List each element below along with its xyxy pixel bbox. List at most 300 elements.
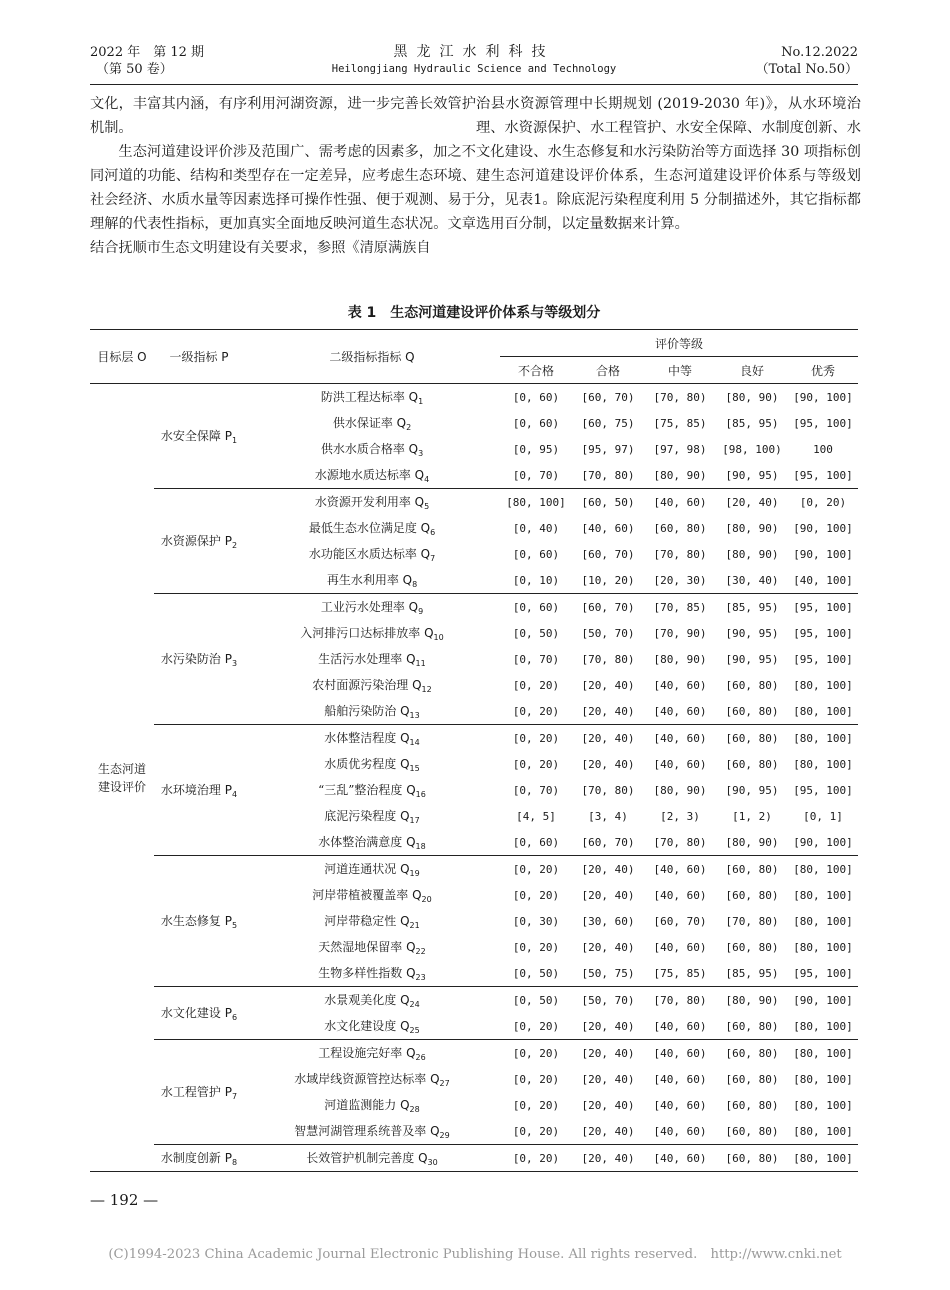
grade-value-cell: 100: [813, 442, 833, 456]
level2-indicator-cell: [244, 725, 500, 752]
grade-value-cell: [60, 80): [725, 940, 779, 954]
level2-indicator-cell: [244, 672, 500, 698]
level2-indicator-cell: [244, 489, 500, 516]
level2-subscript: 29: [439, 1131, 450, 1140]
grade-value-cell: [80, 90): [725, 390, 779, 404]
grade-value-cell: [80, 100]: [788, 856, 858, 883]
level2-indicator-name: 长效管护机制完善度: [306, 1151, 415, 1165]
grade-value-cell: [40, 60): [653, 940, 707, 954]
level1-indicator-name: 水环境治理: [160, 783, 221, 797]
grade-value-cell: [95, 100]: [793, 626, 853, 640]
level2-symbol: Q: [416, 547, 431, 561]
level1-subscript: 2: [231, 541, 238, 550]
grade-value-cell: [70, 80): [653, 390, 707, 404]
grade-value-cell: [95, 100]: [788, 594, 858, 621]
grade-value-cell: [95, 100]: [793, 416, 853, 430]
level2-subscript: 3: [418, 449, 424, 458]
page-header: [90, 44, 858, 84]
grade-value-cell: [40, 60): [653, 704, 707, 718]
level2-indicator-cell: [244, 987, 500, 1014]
grade-value-cell: [0, 20): [512, 1124, 560, 1138]
grade-header: 良好: [716, 357, 788, 384]
level2-indicator-cell: [244, 515, 500, 541]
grade-value-cell: [75, 85): [653, 966, 707, 980]
grade-value-cell: [0, 60): [512, 416, 560, 430]
grade-value-cell: [0, 20): [512, 704, 560, 718]
level2-indicator-name: 河道监测能力: [324, 1098, 397, 1112]
grade-value-cell: [0, 50): [512, 966, 560, 980]
grade-value-cell: [30, 40): [725, 573, 779, 587]
table-body: [90, 384, 858, 1172]
level2-indicator-name: 水域岸线资源管控达标率: [294, 1072, 427, 1086]
header-right: [756, 44, 858, 78]
grade-value-cell: [95, 100]: [793, 468, 853, 482]
grade-value-cell: [0, 60): [512, 547, 560, 561]
target-layer-line: 生态河道: [97, 761, 146, 776]
level2-indicator-name: 防洪工程达标率: [320, 390, 405, 404]
grade-value-cell: [40, 60): [644, 1040, 716, 1067]
grade-header: 中等: [644, 357, 716, 384]
grade-value-cell: [70, 80): [653, 835, 707, 849]
level1-indicator-cell: [154, 1145, 244, 1172]
level2-symbol: Q: [426, 1072, 440, 1086]
level1-indicator-name: 水文化建设: [160, 1006, 221, 1020]
level2-symbol: Q: [402, 966, 416, 980]
grade-value-cell: [20, 40): [572, 1040, 644, 1067]
level1-subscript: 3: [231, 659, 238, 668]
grade-value-cell: [0, 20): [512, 888, 560, 902]
level2-indicator-cell: [244, 646, 500, 672]
grade-value-cell: [0, 20): [512, 757, 560, 771]
level1-indicator-cell: [154, 987, 244, 1040]
grade-value-cell: [60, 70): [581, 835, 635, 849]
grade-value-cell: [80, 90): [716, 987, 788, 1014]
level2-symbol: Q: [396, 757, 410, 771]
grade-value-cell: [80, 100]: [788, 1145, 858, 1172]
header-total-no: （Total No.50）: [755, 62, 858, 77]
level2-indicator-name: “三乱”整治程度: [318, 783, 403, 797]
level2-indicator-cell: [244, 462, 500, 489]
level2-symbol: Q: [410, 495, 425, 509]
grade-value-cell: [60, 80): [716, 1040, 788, 1067]
level2-indicator-name: 水景观美化度: [324, 993, 397, 1007]
level2-indicator-cell: [244, 1092, 500, 1118]
level2-indicator-cell: [244, 829, 500, 856]
grade-value-cell: [60, 80): [716, 856, 788, 883]
level2-subscript: 15: [409, 764, 420, 773]
level1-symbol: P: [220, 1151, 232, 1165]
table-row: [90, 594, 858, 621]
level1-subscript: 5: [231, 921, 238, 930]
level2-indicator-cell: [244, 882, 500, 908]
page-number: — 192 —: [90, 1191, 159, 1209]
level2-symbol: Q: [396, 1098, 410, 1112]
grade-value-cell: [0, 70): [512, 652, 560, 666]
level2-symbol: Q: [402, 652, 416, 666]
evaluation-table: [90, 329, 858, 1172]
grade-value-cell: [0, 40): [512, 521, 560, 535]
grade-value-cell: [70, 80): [581, 652, 635, 666]
grade-value-cell: [20, 30): [653, 573, 707, 587]
grade-value-cell: [80, 100]: [793, 888, 853, 902]
level2-indicator-name: 再生水利用率: [326, 573, 399, 587]
header-volume: （第 50 卷）: [96, 62, 173, 77]
grade-value-cell: [0, 50): [512, 626, 560, 640]
col-grade-header: 评价等级: [500, 330, 858, 357]
grade-value-cell: [70, 80): [653, 547, 707, 561]
grade-value-cell: [0, 50): [500, 987, 572, 1014]
level1-subscript: 4: [231, 790, 238, 799]
grade-value-cell: [60, 70): [581, 547, 635, 561]
level2-indicator-name: 水源地水质达标率: [314, 468, 411, 482]
grade-value-cell: [95, 100]: [793, 783, 853, 797]
level2-indicator-cell: [244, 908, 500, 934]
grade-value-cell: [90, 100]: [793, 390, 853, 404]
grade-value-cell: [0, 20): [512, 1019, 560, 1033]
level2-indicator-name: 供水水质合格率: [320, 442, 405, 456]
level2-symbol: Q: [402, 835, 416, 849]
grade-value-cell: [70, 80): [725, 914, 779, 928]
grade-value-cell: [80, 90): [653, 468, 707, 482]
grade-value-cell: [60, 80): [725, 704, 779, 718]
level2-indicator-name: 底泥污染程度: [324, 809, 397, 823]
level2-indicator-cell: [244, 960, 500, 987]
grade-value-cell: [70, 80): [581, 468, 635, 482]
grade-value-cell: [40, 60): [581, 521, 635, 535]
grade-header: 优秀: [788, 357, 858, 384]
grade-value-cell: [80, 100]: [793, 940, 853, 954]
header-rule: [90, 84, 858, 85]
grade-value-cell: [0, 30): [512, 914, 560, 928]
grade-value-cell: [0, 20): [500, 1040, 572, 1067]
level2-subscript: 19: [409, 869, 420, 878]
level2-subscript: 8: [412, 580, 418, 589]
level2-symbol: Q: [408, 678, 422, 692]
level2-indicator-name: 农村面源污染治理: [312, 678, 409, 692]
grade-value-cell: [50, 75): [581, 966, 635, 980]
level2-subscript: 16: [415, 790, 426, 799]
table-row: [90, 987, 858, 1014]
level1-indicator-name: 水污染防治: [160, 652, 221, 666]
level2-symbol: Q: [416, 521, 431, 535]
grade-value-cell: [40, 60): [653, 678, 707, 692]
grade-value-cell: [70, 85): [644, 594, 716, 621]
grade-value-cell: [4, 5]: [516, 809, 556, 823]
level2-indicator-cell: [244, 856, 500, 883]
grade-value-cell: [60, 80): [653, 521, 707, 535]
grade-value-cell: [20, 40): [581, 1019, 635, 1033]
grade-value-cell: [50, 70): [581, 626, 635, 640]
grade-value-cell: [60, 80): [716, 725, 788, 752]
grade-value-cell: [60, 70): [581, 390, 635, 404]
grade-value-cell: [1, 2): [732, 809, 772, 823]
grade-value-cell: [80, 100]: [793, 757, 853, 771]
grade-value-cell: [80, 90): [725, 547, 779, 561]
grade-value-cell: [80, 100]: [788, 725, 858, 752]
level2-indicator-cell: [244, 620, 500, 646]
header-year-issue: 2022 年 第 12 期: [90, 45, 205, 60]
journal-title-cn: 黑龙江水利科技: [393, 44, 555, 60]
level2-symbol: Q: [404, 600, 419, 614]
level2-subscript: 7: [430, 554, 436, 563]
grade-value-cell: [20, 40): [581, 1098, 635, 1112]
level2-symbol: Q: [402, 1046, 416, 1060]
level2-indicator-name: 工程设施完好率: [318, 1046, 403, 1060]
level2-indicator-cell: [244, 698, 500, 725]
level2-symbol: Q: [420, 626, 434, 640]
level2-indicator-name: 河岸带植被覆盖率: [312, 888, 409, 902]
level2-indicator-cell: [244, 567, 500, 594]
col-target-header: 目标层 O: [90, 330, 154, 384]
grade-value-cell: [0, 20): [512, 1098, 560, 1112]
level2-subscript: 26: [415, 1053, 426, 1062]
grade-value-cell: [70, 80): [644, 987, 716, 1014]
grade-value-cell: [80, 100]: [793, 678, 853, 692]
level2-indicator-cell: [244, 410, 500, 436]
grade-value-cell: [80, 90): [725, 521, 779, 535]
level2-symbol: Q: [398, 573, 413, 587]
level2-indicator-name: 水资源开发利用率: [314, 495, 411, 509]
level2-indicator-name: 天然湿地保留率: [318, 940, 403, 954]
level2-subscript: 23: [415, 973, 426, 982]
level1-symbol: P: [220, 429, 232, 443]
level2-indicator-name: 河岸带稳定性: [324, 914, 397, 928]
level2-symbol: Q: [408, 888, 422, 902]
grade-value-cell: [0, 10): [512, 573, 560, 587]
body-column-left: [90, 92, 476, 260]
level1-indicator-name: 水制度创新: [160, 1151, 221, 1165]
grade-value-cell: [60, 80): [725, 757, 779, 771]
grade-value-cell: [60, 70): [653, 914, 707, 928]
level1-subscript: 6: [231, 1013, 238, 1022]
level2-symbol: Q: [396, 809, 410, 823]
grade-value-cell: [40, 60): [653, 1019, 707, 1033]
col-level1-header: 一级指标 P: [154, 330, 244, 384]
grade-value-cell: [80, 100]: [793, 1019, 853, 1033]
level2-indicator-name: 最低生态水位满足度: [308, 521, 417, 535]
grade-value-cell: [20, 40): [572, 856, 644, 883]
level1-indicator-cell: [154, 1040, 244, 1145]
grade-value-cell: [0, 60): [500, 594, 572, 621]
grade-value-cell: [80, 100]: [793, 1098, 853, 1112]
grade-value-cell: [80, 100]: [793, 704, 853, 718]
grade-value-cell: [60, 80): [725, 1019, 779, 1033]
table-row: [90, 1040, 858, 1067]
grade-value-cell: [40, 60): [653, 888, 707, 902]
grade-value-cell: [0, 20): [512, 940, 560, 954]
level2-subscript: 18: [415, 842, 426, 851]
grade-value-cell: [20, 40): [572, 725, 644, 752]
grade-value-cell: [90, 100]: [788, 987, 858, 1014]
level2-indicator-cell: [244, 1066, 500, 1092]
grade-value-cell: [20, 40): [716, 489, 788, 516]
grade-value-cell: [40, 60): [653, 1124, 707, 1138]
grade-value-cell: [60, 80): [716, 1145, 788, 1172]
grade-value-cell: [0, 20): [512, 1072, 560, 1086]
level2-subscript: 11: [415, 659, 426, 668]
table-row: [90, 725, 858, 752]
level2-subscript: 20: [421, 895, 432, 904]
level2-symbol: Q: [396, 914, 410, 928]
grade-value-cell: [0, 20): [500, 856, 572, 883]
grade-value-cell: [0, 60): [512, 390, 560, 404]
level2-indicator-name: 水文化建设度: [324, 1019, 397, 1033]
grade-value-cell: [20, 40): [572, 1145, 644, 1172]
grade-value-cell: [0, 20): [500, 725, 572, 752]
level2-indicator-cell: [244, 777, 500, 803]
level2-subscript: 6: [430, 528, 436, 537]
grade-value-cell: [0, 70): [512, 468, 560, 482]
level2-subscript: 14: [409, 738, 420, 747]
grade-value-cell: [60, 70): [572, 594, 644, 621]
level2-indicator-cell: [244, 803, 500, 829]
grade-value-cell: [20, 40): [581, 757, 635, 771]
level1-indicator-cell: [154, 856, 244, 987]
header-center: [90, 44, 858, 77]
grade-value-cell: [60, 80): [725, 1072, 779, 1086]
grade-value-cell: [95, 97): [581, 442, 635, 456]
level2-indicator-name: 船舶污染防治: [324, 704, 397, 718]
grade-value-cell: [60, 80): [725, 1098, 779, 1112]
target-layer-line: 建设评价: [97, 779, 146, 794]
header-issue-no: No.12.2022: [781, 45, 858, 60]
grade-value-cell: [40, 60): [653, 1072, 707, 1086]
table-row: [90, 489, 858, 516]
level2-subscript: 10: [433, 633, 444, 642]
grade-value-cell: [0, 20): [500, 1145, 572, 1172]
grade-value-cell: [80, 100]: [793, 1124, 853, 1138]
level1-indicator-cell: [154, 489, 244, 594]
level1-subscript: 8: [231, 1158, 238, 1167]
grade-value-cell: [40, 60): [644, 489, 716, 516]
level1-indicator-cell: [154, 725, 244, 856]
grade-header: 合格: [572, 357, 644, 384]
grade-value-cell: [40, 60): [644, 856, 716, 883]
level2-indicator-cell: [244, 436, 500, 462]
grade-value-cell: [20, 40): [581, 888, 635, 902]
level2-subscript: 13: [409, 711, 420, 720]
grade-value-cell: [20, 40): [581, 1072, 635, 1086]
table-row: [90, 384, 858, 411]
grade-value-cell: [97, 98): [653, 442, 707, 456]
grade-value-cell: [40, 60): [644, 725, 716, 752]
level1-indicator-name: 水资源保护: [160, 534, 221, 548]
level2-symbol: Q: [396, 731, 410, 745]
level2-symbol: Q: [396, 993, 410, 1007]
grade-value-cell: [80, 100]: [793, 914, 853, 928]
grade-value-cell: [80, 90): [653, 783, 707, 797]
level2-indicator-name: 水质优劣程度: [324, 757, 397, 771]
level1-symbol: P: [220, 783, 232, 797]
grade-value-cell: [0, 95): [512, 442, 560, 456]
table-row: [90, 1145, 858, 1172]
grade-value-cell: [70, 90): [653, 626, 707, 640]
level2-symbol: Q: [392, 416, 407, 430]
level2-symbol: Q: [402, 783, 416, 797]
level2-indicator-name: 水体整洁程度: [324, 731, 397, 745]
grade-value-cell: [60, 80): [725, 1124, 779, 1138]
level1-indicator-cell: [154, 384, 244, 489]
grade-value-cell: [80, 90): [725, 835, 779, 849]
grade-value-cell: [80, 100]: [788, 1040, 858, 1067]
grade-value-cell: [85, 95): [725, 416, 779, 430]
level2-indicator-name: 水体整治满意度: [318, 835, 403, 849]
level1-symbol: P: [220, 1006, 232, 1020]
level2-subscript: 9: [418, 607, 424, 616]
grade-value-cell: [80, 100]: [500, 489, 572, 516]
grade-header: 不合格: [500, 357, 572, 384]
level2-indicator-cell: [244, 1013, 500, 1040]
grade-value-cell: [0, 20): [512, 678, 560, 692]
level2-subscript: 2: [406, 423, 412, 432]
grade-value-cell: [20, 40): [581, 678, 635, 692]
paragraph: 文化，丰富其内涵，有序利用河湖资源，进一步完善长效管护机制。: [90, 96, 476, 136]
level2-indicator-cell: [244, 751, 500, 777]
grade-value-cell: [10, 20): [581, 573, 635, 587]
level2-indicator-cell: [244, 384, 500, 411]
level2-subscript: 30: [427, 1158, 438, 1167]
level1-indicator-name: 水工程管护: [160, 1085, 221, 1099]
level2-subscript: 4: [424, 475, 430, 484]
paragraph: 治县水资源管理中长期规划 (2019-2030 年)》，从水环境治理、水资源保护、水工程管护、水安全保障、水制度创新、水文化建设、水生态修复和水污染防治等方面选择 30 项指标创建生态河道建设评价体系，生态河道建设评价体系与等级划分，见表1。除底泥污染程度利用 5 分制描述外，其它指标都选用百分制，以定量数据来计算。: [476, 96, 861, 232]
grade-value-cell: [60, 80): [725, 888, 779, 902]
grade-value-cell: [90, 95): [725, 468, 779, 482]
grade-value-cell: [2, 3): [660, 809, 700, 823]
paragraph: 生态河道建设评价涉及范围广、需考虑的因素多，加之不同河道的功能、结构和类型存在一定差异，应考虑生态环境、社会经济、水质水量等因素选择可操作性强、便于观测、易于理解的代表性指标，更加真实全面地反映河道生态状况。文章结合抚顺市生态文明建设有关要求，参照《清原满族自: [90, 144, 476, 256]
level2-subscript: 24: [409, 1000, 420, 1009]
level2-indicator-cell: [244, 541, 500, 567]
grade-value-cell: [80, 90): [653, 652, 707, 666]
level2-indicator-cell: [244, 1145, 500, 1172]
level2-indicator-name: 供水保证率: [332, 416, 393, 430]
level2-indicator-name: 入河排污口达标排放率: [300, 626, 421, 640]
level2-symbol: Q: [396, 1019, 410, 1033]
grade-value-cell: [0, 1]: [803, 809, 843, 823]
level2-symbol: Q: [426, 1124, 440, 1138]
level2-indicator-cell: [244, 1040, 500, 1067]
level2-indicator-name: 智慧河湖管理系统普及率: [294, 1124, 427, 1138]
grade-value-cell: [95, 100]: [793, 966, 853, 980]
grade-value-cell: [30, 60): [581, 914, 635, 928]
grade-value-cell: [50, 70): [572, 987, 644, 1014]
grade-value-cell: [90, 95): [725, 783, 779, 797]
level2-subscript: 25: [409, 1026, 420, 1035]
grade-value-cell: [90, 100]: [793, 547, 853, 561]
level1-symbol: P: [220, 534, 232, 548]
level1-subscript: 7: [231, 1092, 238, 1101]
level2-indicator-cell: [244, 594, 500, 621]
level2-symbol: Q: [402, 940, 416, 954]
grade-value-cell: [90, 95): [725, 652, 779, 666]
grade-value-cell: [0, 70): [512, 783, 560, 797]
level2-subscript: 12: [421, 685, 432, 694]
copyright-footer: (C)1994-2023 China Academic Journal Electronic Publishing House. All rights reserved. http://www.cnki.net: [108, 1247, 842, 1262]
grade-value-cell: [90, 95): [725, 626, 779, 640]
level2-indicator-name: 生活污水处理率: [318, 652, 403, 666]
grade-value-cell: [40, 60): [653, 1098, 707, 1112]
level1-symbol: P: [220, 652, 232, 666]
level2-indicator-name: 生物多样性指数: [318, 966, 403, 980]
grade-value-cell: [75, 85): [653, 416, 707, 430]
level2-subscript: 28: [409, 1105, 420, 1114]
level2-indicator-name: 水功能区水质达标率: [308, 547, 417, 561]
level1-subscript: 1: [231, 436, 238, 445]
grade-value-cell: [20, 40): [581, 940, 635, 954]
level2-subscript: 5: [424, 502, 430, 511]
grade-value-cell: [40, 60): [644, 1145, 716, 1172]
grade-value-cell: [95, 100]: [793, 652, 853, 666]
table-caption: 表 1 生态河道建设评价体系与等级划分: [347, 305, 601, 321]
